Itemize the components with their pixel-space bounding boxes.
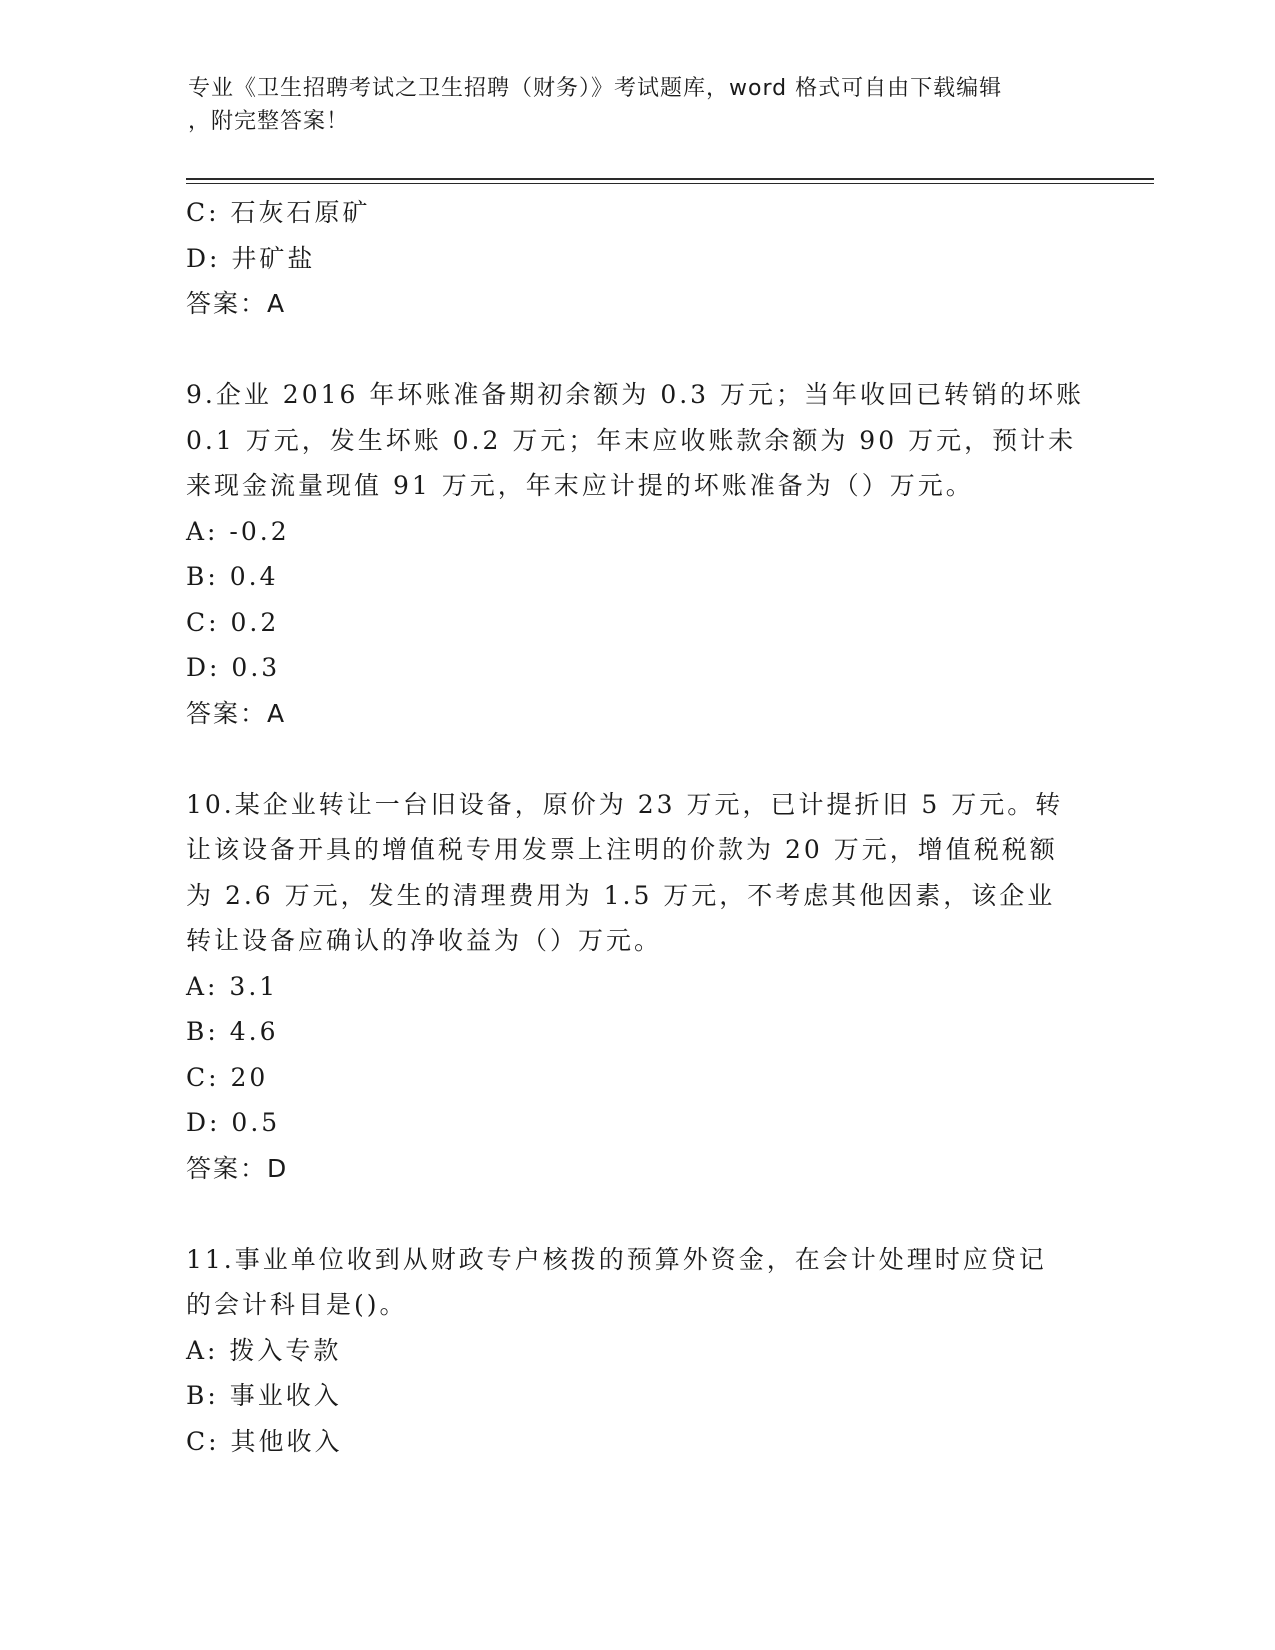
question-11-line-2: 的会计科目是()。 <box>186 1290 408 1319</box>
page-header <box>188 72 1068 138</box>
question-9-option-a: A: -0.2 <box>186 516 290 546</box>
question-10-option-d: D: 0.5 <box>186 1108 281 1137</box>
question-10-line-3: 为 2.6 万元，发生的清理费用为 1.5 万元，不考虑其他因素，该企业 <box>186 880 1056 910</box>
spacer <box>186 1191 1086 1237</box>
header-rule-thick <box>186 178 1154 180</box>
question-9-line-2: 0.1 万元，发生坏账 0.2 万元；年末应收账款余额为 90 万元，预计未 <box>186 425 1077 455</box>
spacer <box>186 736 1086 782</box>
question-10-option-b: B: 4.6 <box>186 1017 279 1046</box>
question-10-line-4: 转让设备应确认的净收益为（）万元。 <box>186 926 663 955</box>
question-10-line-1: 10.某企业转让一台旧设备，原价为 23 万元，已计提折旧 5 万元。转 <box>186 789 1064 819</box>
question-11-option-c: C: 其他收入 <box>186 1426 343 1456</box>
question-10-answer: 答案：D <box>186 1153 289 1183</box>
header-line-1: 专业《卫生招聘考试之卫生招聘（财务）》考试题库，word 格式可自由下载编辑 <box>188 76 1003 101</box>
option-d: D: 井矿盐 <box>186 243 316 273</box>
answer-line: 答案：A <box>186 289 287 318</box>
question-11-line-1: 11.事业单位收到从财政专户核拨的预算外资金，在会计处理时应贷记 <box>186 1244 1047 1274</box>
question-9-line-1: 9.企业 2016 年坏账准备期初余额为 0.3 万元；当年收回已转销的坏账 <box>186 380 1085 409</box>
header-rule-thin <box>186 183 1154 184</box>
question-9-option-b: B: 0.4 <box>186 562 279 591</box>
question-10-option-c: C: 20 <box>186 1062 269 1092</box>
option-c: C: 石灰石原矿 <box>186 198 371 227</box>
question-9-answer: 答案：A <box>186 698 287 728</box>
spacer <box>186 327 1086 373</box>
question-9-line-3: 来现金流量现值 91 万元，年末应计提的坏账准备为（）万元。 <box>186 471 974 500</box>
question-9-option-c: C: 0.2 <box>186 607 280 637</box>
question-10-option-a: A: 3.1 <box>186 971 279 1001</box>
question-9-option-d: D: 0.3 <box>186 653 281 682</box>
question-body <box>186 190 1086 1464</box>
question-11-option-b: B: 事业收入 <box>186 1381 342 1410</box>
question-10-line-2: 让该设备开具的增值税专用发票上注明的价款为 20 万元，增值税税额 <box>186 835 1058 864</box>
question-11-option-a: A: 拨入专款 <box>186 1335 342 1365</box>
header-line-2: ，附完整答案！ <box>188 109 350 134</box>
